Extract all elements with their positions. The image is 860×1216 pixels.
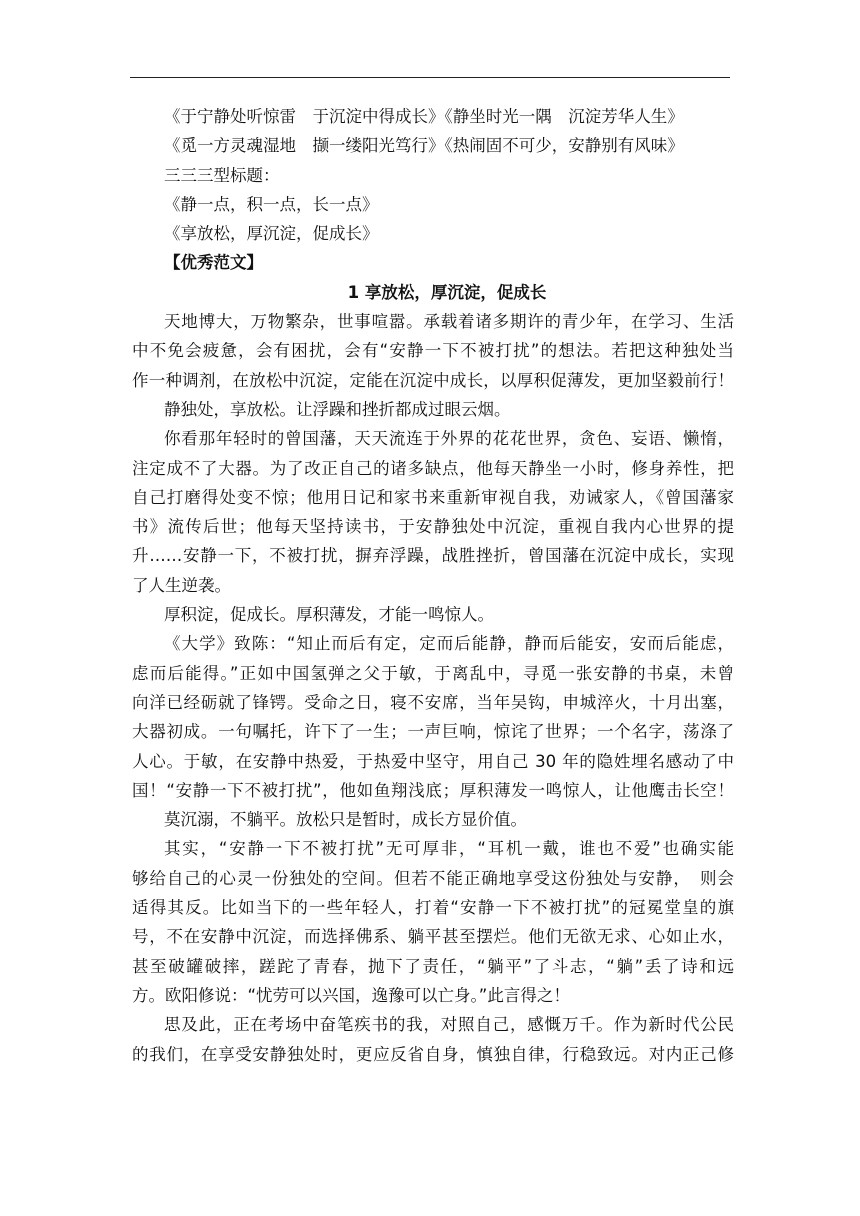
title-example-line: 《享放松，厚沉淀，促成长》 bbox=[164, 224, 379, 244]
title-example-line: 《静一点，积一点，长一点》 bbox=[164, 194, 379, 214]
section-label: 三三三型标题： bbox=[164, 165, 280, 185]
paragraph-line: 作一种调剂，在放松中沉淀，定能在沉淀中成长，以厚积促薄发，更加坚毅前行！ bbox=[132, 370, 734, 390]
paragraph-line: 天地博大，万物繁杂，世事喧嚣。承载着诸多期许的青少年，在学习、生活 bbox=[164, 312, 734, 332]
paragraph-line: 向洋已经砺就了锋锷。受命之日，寝不安席，当年吴钩，申城淬火，十月出塞， bbox=[132, 692, 734, 712]
paragraph-line: 够给自己的心灵一份独处的空间。但若不能正确地享受这份独处与安静， 则会 bbox=[132, 868, 734, 888]
paragraph-line: 号，不在安静中沉淀，而选择佛系、躺平甚至摆烂。他们无欲无求、心如止水， bbox=[132, 927, 734, 947]
paragraph-line: 中不免会疲惫，会有困扰，会有“安静一下不被打扰”的想法。若把这种独处当 bbox=[132, 341, 734, 361]
paragraph-line: 书》流传后世；他每天坚持读书，于安静独处中沉淀，重视自我内心世界的提 bbox=[132, 517, 734, 537]
paragraph-line: 莫沉溺，不躺平。放松只是暂时，成长方显价值。 bbox=[164, 810, 527, 830]
paragraph-line: 注定成不了大器。为了改正自己的诸多缺点，他每天静坐一小时，修身养性，把 bbox=[132, 458, 734, 478]
paragraph-line: 方。欧阳修说：“忧劳可以兴国，逸豫可以亡身。”此言得之！ bbox=[132, 985, 570, 1005]
paragraph-line: 适得其反。比如当下的一些年轻人，打着“安静一下不被打扰”的冠冕堂皇的旗 bbox=[132, 898, 734, 918]
paragraph-line: 了人生逆袭。 bbox=[132, 575, 231, 595]
title-example-line: 《觅一方灵魂湿地 撷一缕阳光笃行》《热闹固不可少，安静别有风味》 bbox=[164, 136, 684, 156]
paragraph-line: 虑而后能得。”正如中国氢弹之父于敏，于离乱中，寻觅一张安静的书桌，未曾 bbox=[132, 663, 734, 683]
paragraph-line: 《大学》致陈：“知止而后有定，定而后能静，静而后能安，安而后能虑， bbox=[164, 634, 734, 654]
title-example-line: 《于宁静处听惊雷 于沉淀中得成长》《静坐时光一隅 沉淀芳华人生》 bbox=[164, 107, 684, 126]
paragraph-line: 厚积淀，促成长。厚积薄发，才能一鸣惊人。 bbox=[164, 605, 494, 625]
paragraph-line: 大器初成。一句嘱托，许下了一生；一声巨响，惊诧了世界；一个名字，荡涤了 bbox=[132, 722, 734, 742]
paragraph-line: 思及此，正在考场中奋笔疾书的我，对照自己，感慨万千。作为新时代公民 bbox=[164, 1015, 734, 1035]
paragraph-line: 升……安静一下，不被打扰，摒弃浮躁，战胜挫折，曾国藩在沉淀中成长，实现 bbox=[132, 546, 734, 566]
section-heading: 【优秀范文】 bbox=[164, 253, 263, 273]
paragraph-line: 人心。于敏，在安静中热爱，于热爱中坚守，用自己 30 年的隐姓埋名感动了中 bbox=[132, 751, 734, 771]
paragraph-line: 甚至破罐破摔，蹉跎了青春，抛下了责任，“躺平”了斗志，“躺”丢了诗和远 bbox=[132, 956, 734, 976]
paragraph-line: 国！“安静一下不被打扰”，他如鱼翔浅底；厚积薄发一鸣惊人，让他鹰击长空！ bbox=[132, 780, 734, 800]
paragraph-line: 其实，“安静一下不被打扰”无可厚非，“耳机一戴，谁也不爱”也确实能 bbox=[164, 839, 734, 859]
paragraph-line: 自己打磨得处变不惊；他用日记和家书来重新审视自我，劝诫家人，《曾国藩家 bbox=[132, 487, 734, 507]
header-rule bbox=[130, 77, 730, 78]
document-body bbox=[130, 102, 734, 1069]
essay-title: 1 享放松，厚沉淀，促成长 bbox=[347, 282, 547, 302]
paragraph-line: 静独处，享放松。让浮躁和挫折都成过眼云烟。 bbox=[164, 399, 511, 419]
paragraph-line: 你看那年轻时的曾国藩，天天流连于外界的花花世界，贪色、妄语、懒惰， bbox=[164, 429, 734, 449]
paragraph-line: 的我们，在享受安静独处时，更应反省自身，慎独自律，行稳致远。对内正己修 bbox=[132, 1044, 734, 1064]
